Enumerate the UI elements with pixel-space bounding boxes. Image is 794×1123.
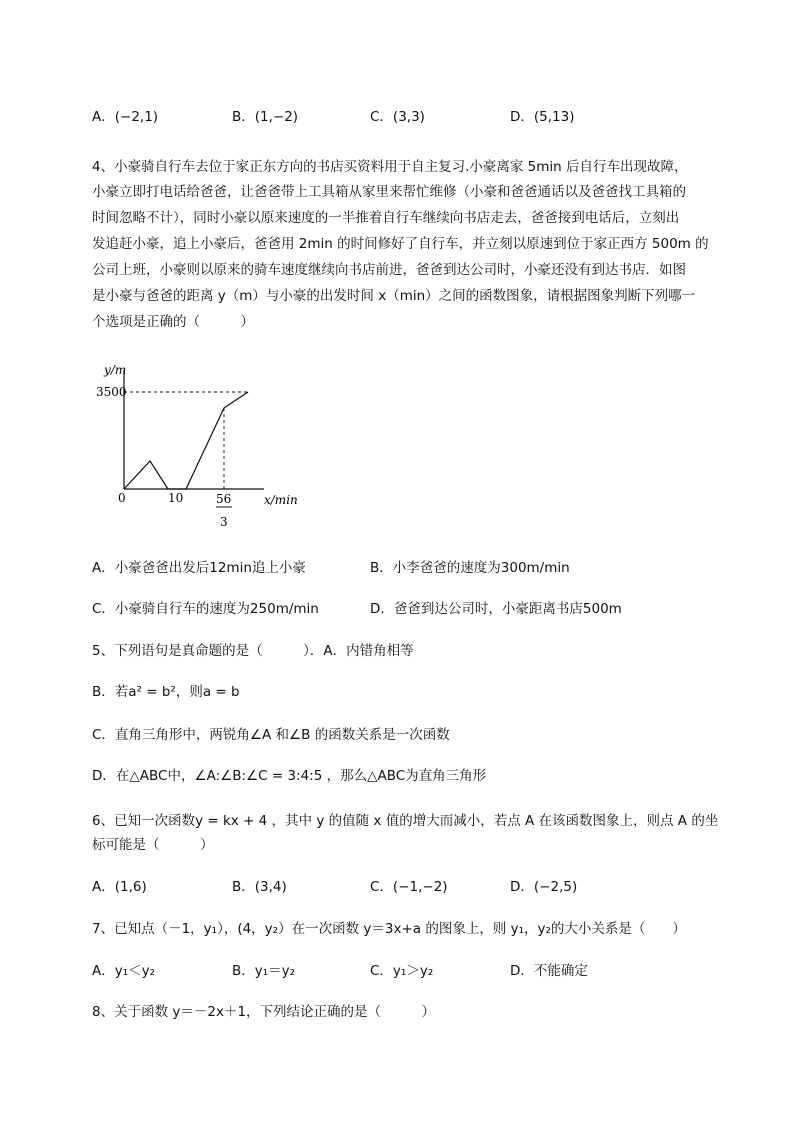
q4-option-d: D．爸爸到达公司时，小豪距离书店500m <box>370 601 622 617</box>
q3-option-a: A．(−2,1) <box>92 109 159 125</box>
q8-line: 8、关于函数 y＝－2x＋1，下列结论正确的是（ ） <box>92 1004 436 1020</box>
q5-line-1: 5、下列语句是真命题的是（ ）．A．内错角相等 <box>92 643 414 659</box>
q3-option-c: C．(3,3) <box>370 109 425 125</box>
distance-time-graph <box>88 356 318 536</box>
q4-line-6: 是小豪与爸爸的距离 y（m）与小豪的出发时间 x（min）之间的函数图象，请根据图象判断下列哪一 <box>92 288 696 304</box>
y-tick-3500: 3500 <box>96 385 127 399</box>
q4-line-2: 小豪立即打电话给爸爸，让爸爸带上工具箱从家里来帮忙维修（小豪和爸爸通话以及爸爸找工具箱的 <box>92 184 686 200</box>
q4-option-a: A．小豪爸爸出发后12min追上小豪 <box>92 560 306 576</box>
q7-option-c: C．y₁＞y₂ <box>370 963 434 979</box>
q6-option-b: B．(3,4) <box>232 879 287 895</box>
q4-line-4: 发追赶小豪，追上小豪后，爸爸用 2min 的时间修好了自行车，并立刻以原速到位于家正西方 500m 的 <box>92 236 709 252</box>
q7-option-a: A．y₁＜y₂ <box>92 963 156 979</box>
q5-option-b: B．若a² = b²，则a = b <box>92 684 240 700</box>
x-tick-10: 10 <box>168 491 184 505</box>
q6-option-d: D．(−2,5) <box>510 879 578 895</box>
q3-option-d: D．(5,13) <box>510 109 575 125</box>
q6-option-c: C．(−1,−2) <box>370 879 448 895</box>
q5-option-d: D．在△ABC中，∠A:∠B:∠C = 3:4:5 ，那么△ABC为直角三角形 <box>92 768 487 784</box>
graph-line <box>124 392 248 489</box>
x-tick-fraction-denominator: 3 <box>220 515 228 529</box>
q4-line-5: 公司上班，小豪则以原来的骑车速度继续向书店前进，爸爸到达公司时，小豪还没有到达书店．如图 <box>92 262 686 278</box>
q4-option-c: C．小豪骑自行车的速度为250m/min <box>92 601 319 617</box>
q6-option-a: A．(1,6) <box>92 879 147 895</box>
q6-line-1: 6、已知一次函数y = kx + 4 ，其中 y 的值随 x 值的增大而减小，若点 A 在该函数图象上，则点 A 的坐 <box>92 813 719 829</box>
q5-option-c: C．直角三角形中，两锐角∠A 和∠B 的函数关系是一次函数 <box>92 727 450 743</box>
x-axis-label: x/min <box>264 493 298 507</box>
y-axis-label: y/m <box>104 363 127 377</box>
q4-option-b: B．小李爸爸的速度为300m/min <box>370 560 570 576</box>
q4-line-1: 4、小豪骑自行车去位于家正东方向的书店买资料用于自主复习.小豪离家 5min 后自行车出现故障， <box>92 159 688 175</box>
q7-option-d: D．不能确定 <box>510 963 588 979</box>
origin-label: 0 <box>118 491 126 505</box>
q4-line-3: 时间忽略不计），同时小豪以原来速度的一半推着自行车继续向书店走去，爸爸接到电话后，立刻出 <box>92 210 680 226</box>
q7-option-b: B．y₁＝y₂ <box>232 963 296 979</box>
q3-option-b: B．(1,−2) <box>232 109 299 125</box>
q6-line-2: 标可能是（ ） <box>92 837 214 853</box>
q7-line: 7、已知点（－1，y₁），(4，y₂）在一次函数 y＝3x+a 的图象上，则 y₁，y₂的大小关系是（ ） <box>92 921 686 937</box>
q4-line-7: 个选项是正确的（ ） <box>92 314 254 330</box>
x-tick-fraction-numerator: 56 <box>216 492 232 506</box>
